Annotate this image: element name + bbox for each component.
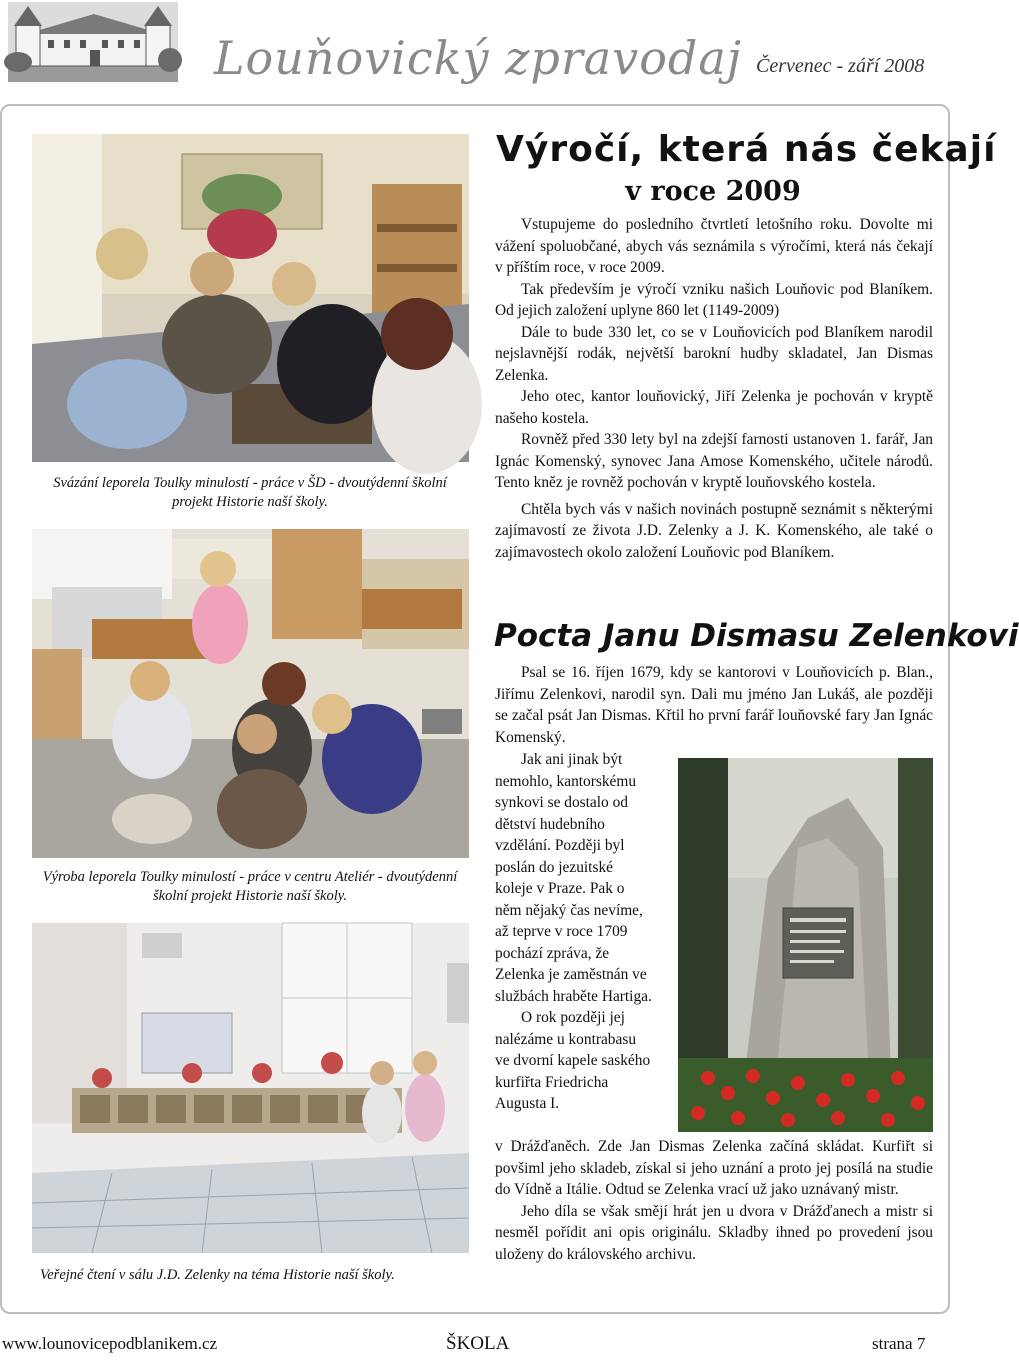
article2-narrow-column: [495, 749, 653, 1115]
photo-caption-2: Výroba leporela Toulky minulostí - práce v centru Ateliér - dvoutýdenní školní projekt Historie naší školy.: [42, 869, 458, 904]
article1-paragraph: Vstupujeme do posledního čtvrtletí letošního roku. Dovolte mi vážení spoluobčané, abych vás seznámila s výročími, která nás čekají v příštím roce, v roce 2009.: [495, 216, 933, 276]
photo-caption-1: Svázání leporela Toulky minulostí - práce v ŠD - dvoutýdenní školní projekt Historie naší školy.: [53, 475, 447, 510]
footer-website: www.lounovicepodblanikem.cz: [2, 1334, 218, 1353]
article2-wide-column: [495, 1136, 933, 1265]
footer-section: ŠKOLA: [446, 1333, 510, 1354]
article1-paragraph: Dále to bude 330 let, co se v Louňovicích pod Blaníkem narodil nejslavnější rodák, největší barokní hudby skladatel, Jan Dismas Zelenka.: [495, 323, 933, 384]
article2-paragraph: Jak ani jinak být nemohlo, kantorskému synkovi se dostalo od dětství hudebního vzdělání. Později byl poslán do jezuitské koleje v Praze. Pak o něm nějaký čas nevíme, až teprve v roce 1709 pochází zpráva, že Zelenka je zaměstnán ve službách hraběte Hartiga.: [495, 751, 652, 1005]
article2-paragraph: O rok později jej nalézáme u kontrabasu ve dvorní kapele saského kurfiřta Friedricha Augusta I.: [495, 1009, 651, 1112]
footer-page-number: strana 7: [872, 1334, 926, 1353]
article1-paragraph: Tak především je výročí vzniku našich Louňovic pod Blaníkem. Od jejich založení uplyne 860 let (1149-2009): [495, 280, 933, 319]
article1-subtitle: v roce 2009: [625, 176, 801, 207]
article1-paragraph: Jeho otec, kantor louňovický, Jiří Zelenka je pochován v kryptě našeho kostela.: [495, 388, 933, 427]
article2-intro: [495, 662, 933, 748]
photo-caption-3: Veřejné čtení v sálu J.D. Zelenky na téma Historie naší školy.: [40, 1267, 395, 1283]
chateau-logo: [8, 2, 178, 82]
article2-paragraph: Jeho díla se však smějí hrát jen u dvora v Drážďanech a mistr si nesměl pořídit ani opis originálu. Skladby ihned po provedení jsou uloženy do královského archivu.: [495, 1202, 933, 1263]
article2-paragraph: v Drážďaněch. Zde Jan Dismas Zelenka začíná skládat. Kurfiřt si povšiml jeho skladeb, získal si jeho uznání a proto jej posílá na studie do Vídně a Itálie. Odtud se Zelenka vrací už jako uznávaný mistr.: [495, 1138, 933, 1198]
newsletter-title: Louňovický zpravodaj: [214, 31, 743, 85]
article1-paragraph: Rovněž před 330 lety byl na zdejší farnosti ustanoven 1. farář, Jan Ignác Komenský, synovec Jana Amose Komenského, učitele národů. Tento kněz je rovněž pochován v kryptě louňovského kostela.: [495, 431, 933, 491]
article1-paragraph: Chtěla bych vás v našich novinách postupně seznámit s některými zajímavostí ze života J.D. Zelenky a J. K. Komenského, ale také o zajímavostech okolo založení Louňovic pod Blaníkem.: [495, 500, 933, 561]
photo-sd-workshop: [32, 134, 469, 462]
photo-atelier-workshop: [32, 529, 469, 858]
issue-date: Červenec - září 2008: [756, 55, 925, 77]
photo-public-reading: [32, 923, 469, 1253]
article2-title: Pocta Janu Dismasu Zelenkovi: [494, 618, 1019, 654]
zelenka-memorial-photo: [678, 758, 933, 1132]
article1-title: Výročí, která nás čekají: [496, 129, 997, 170]
article2-paragraph: Psal se 16. říjen 1679, kdy se kantorovi v Louňovicích p. Blan., Jiřímu Zelenkovi, narodil syn. Dali mu jméno Jan Lukáš, ale později se začal psát Jan Dismas. Křtil ho první farář louňovské fary Jan Ignác Komenský.: [495, 664, 933, 746]
article1-body: [495, 214, 933, 563]
